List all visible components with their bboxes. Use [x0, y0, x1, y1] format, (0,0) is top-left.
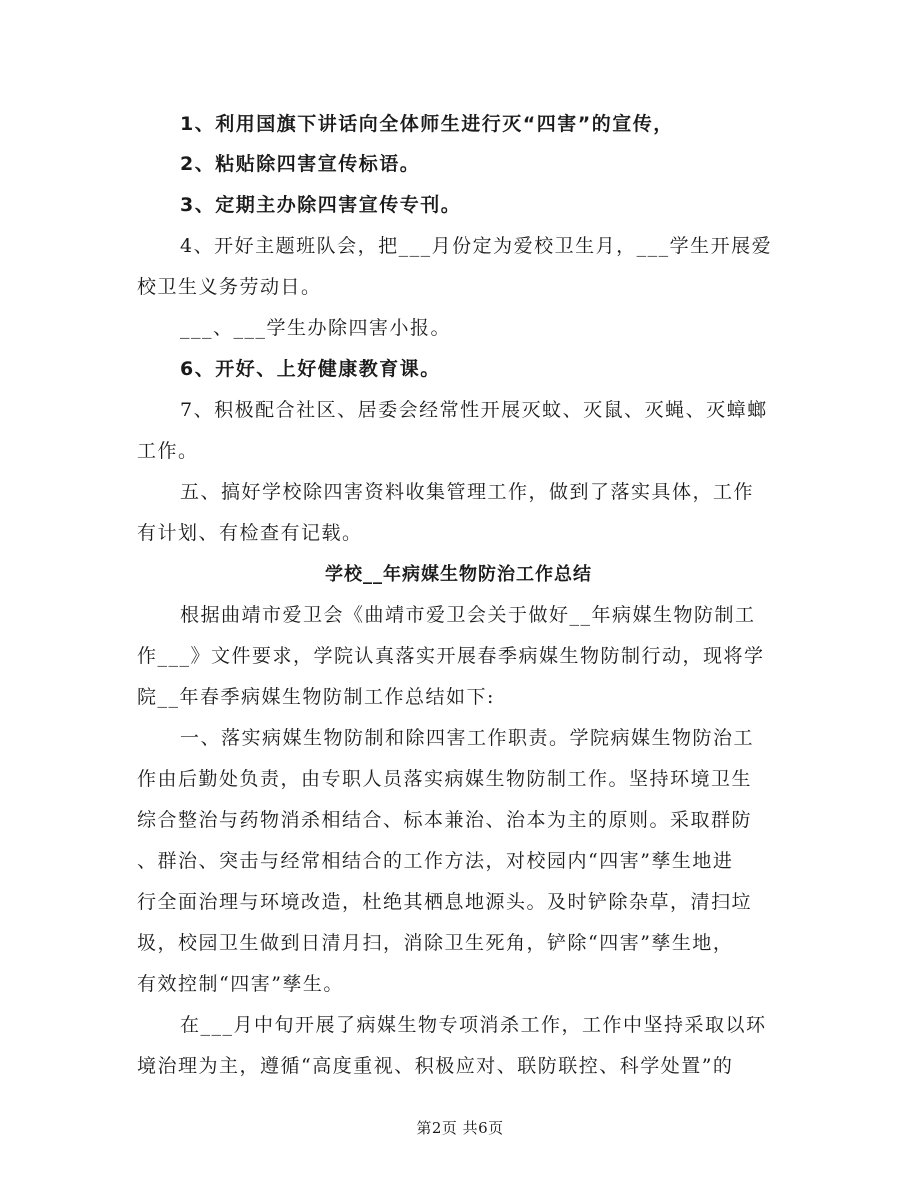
text-line: 行全面治理与环境改造，杜绝其栖息地源头。及时铲除杂草，清扫垃 [137, 891, 753, 913]
text-line: 作___》文件要求，学院认真落实开展春季病媒生物防制行动，现将学 [137, 645, 765, 667]
text-line: 、群治、突击与经常相结合的工作方法，对校园内“四害”孳生地进 [137, 850, 734, 872]
text-line: 境治理为主，遵循“高度重视、积极应对、联防联控、科学处置”的 [137, 1055, 734, 1077]
text-line: 有效控制“四害”孳生。 [137, 973, 344, 995]
text-line: 3、定期主办除四害宣传专刊。 [180, 194, 462, 216]
text-line: 有计划、有检查有记载。 [137, 522, 363, 544]
text-line: 1、利用国旗下讲话向全体师生进行灭“四害”的宣传， [180, 113, 674, 135]
text-line: 校卫生义务劳动日。 [137, 276, 322, 298]
text-line: 院__年春季病媒生物防制工作总结如下: [137, 686, 495, 708]
text-line: 在___月中旬开展了病媒生物专项消杀工作，工作中坚持采取以环 [180, 1014, 767, 1036]
text-line: 4、开好主题班队会，把___月份定为爱校卫生月，___学生开展爱 [180, 235, 773, 257]
text-line: 工作。 [137, 440, 199, 462]
text-line: 五、搞好学校除四害资料收集管理工作，做到了落实具体，工作 [180, 481, 755, 503]
text-line: 2、粘贴除四害宣传标语。 [180, 153, 421, 175]
text-line: 圾，校园卫生做到日清月扫，消除卫生死角，铲除“四害”孳生地， [137, 932, 734, 954]
page-number: 第2页 共6页 [416, 1119, 504, 1137]
text-line: 综合整治与药物消杀相结合、标本兼治、治本为主的原则。采取群防 [137, 809, 753, 831]
text-line: ___、___学生办除四害小报。 [180, 317, 452, 339]
text-line: 6、开好、上好健康教育课。 [180, 358, 441, 380]
text-line: 一、落实病媒生物防制和除四害工作职责。学院病媒生物防治工 [180, 727, 755, 749]
text-line: 7、积极配合社区、居委会经常性开展灭蚊、灭鼠、灭蝇、灭蟑螂 [180, 399, 768, 421]
text-line: 作由后勤处负责，由专职人员落实病媒生物防制工作。坚持环境卫生 [137, 768, 753, 790]
section-title: 学校__年病媒生物防治工作总结 [325, 564, 592, 585]
text-line: 根据曲靖市爱卫会《曲靖市爱卫会关于做好__年病媒生物防制工 [180, 604, 756, 626]
